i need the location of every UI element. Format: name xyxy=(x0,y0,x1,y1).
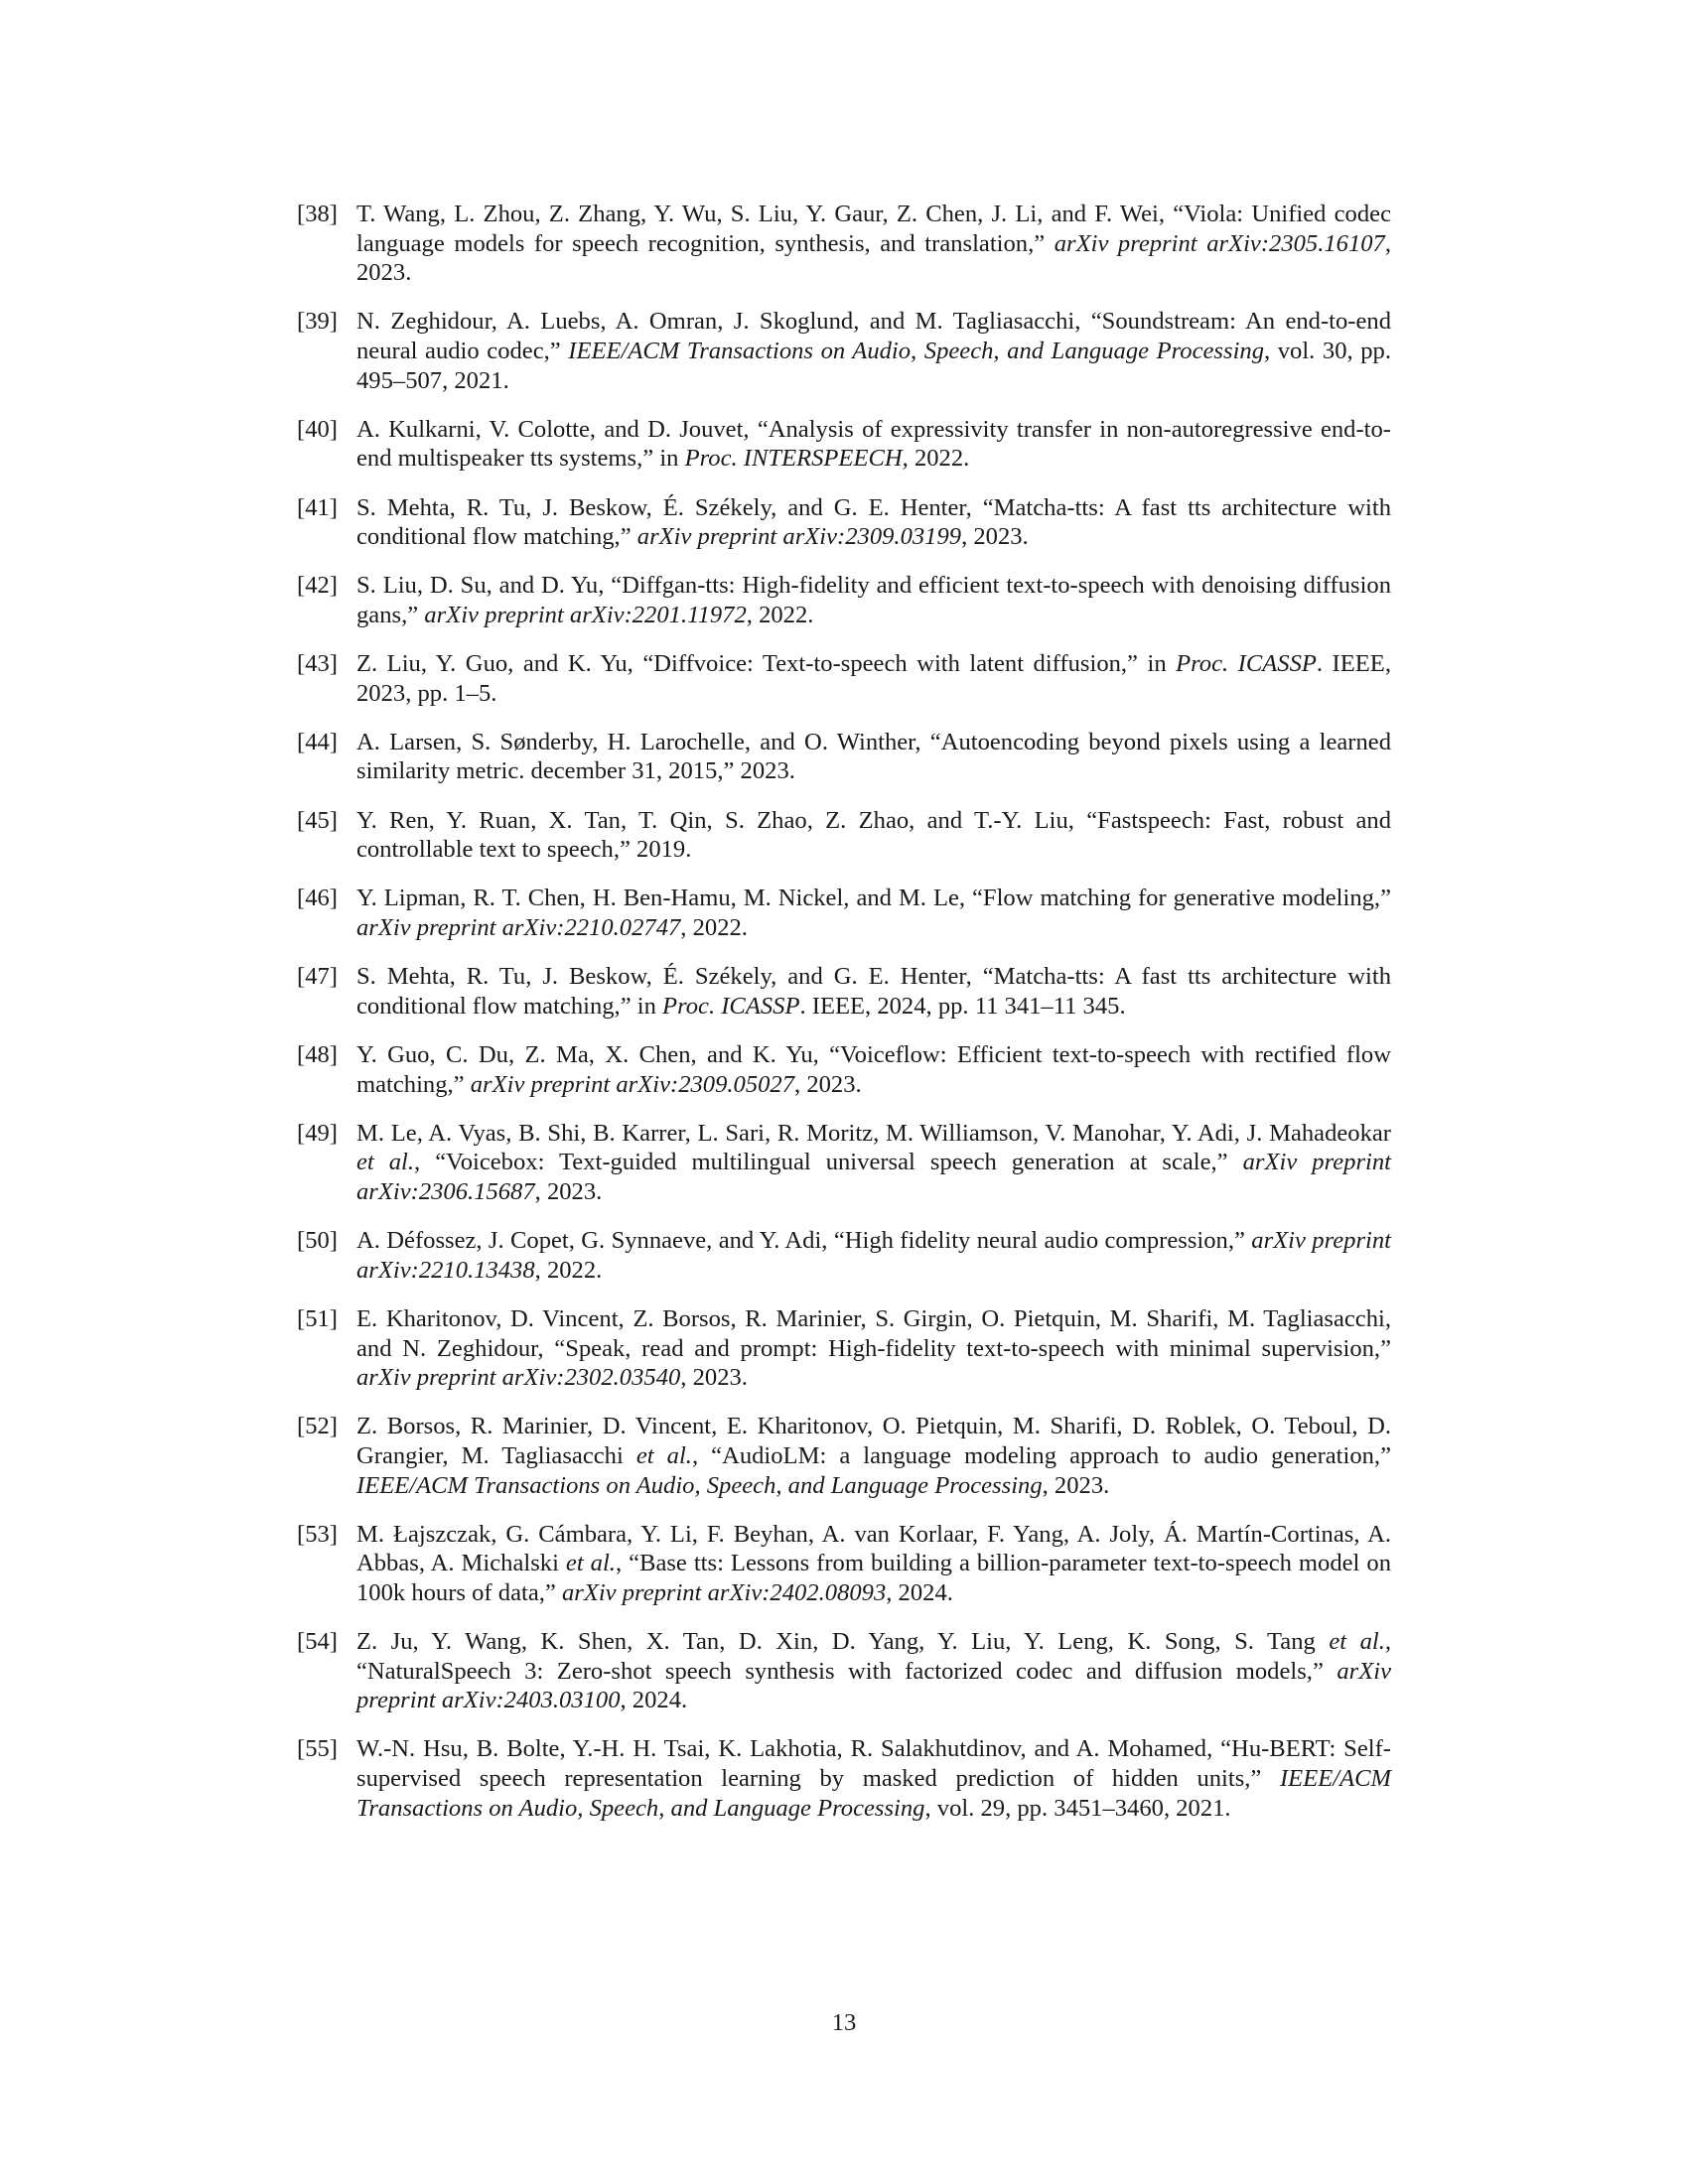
reference-venue: arXiv preprint arXiv:2402.08093 xyxy=(561,1578,887,1606)
reference-text xyxy=(356,415,1391,474)
reference-segment: M. Le, A. Vyas, B. Shi, B. Karrer, L. Sari, R. Moritz, M. Williamson, V. Manohar, Y. Adi, J. Mahadeokar xyxy=(356,1119,1391,1147)
reference-item xyxy=(297,415,1391,474)
reference-segment: , 2023. xyxy=(680,1364,748,1392)
reference-number: [47] xyxy=(297,963,338,991)
reference-segment: E. Kharitonov, D. Vincent, Z. Borsos, R. Marinier, S. Girgin, O. Pietquin, M. Sharifi, M. Tagliasacchi, and N. Zeghidour, “Speak, read and prompt: High-fidelity text-to-speech with minimal supervision,” xyxy=(356,1304,1391,1362)
reference-segment: Z. Borsos, R. Marinier, D. Vincent, E. Kharitonov, O. Pietquin, M. Sharifi, D. Roblek, O. Teboul, D. Grangier, M. Tagliasacchi xyxy=(356,1413,1391,1469)
reference-segment: A. Larsen, S. Sønderby, H. Larochelle, and O. Winther, “Autoencoding beyond pixels using a learned similarity metric. december 31, 2015,” 2023. xyxy=(356,728,1391,785)
reference-venue: et al. xyxy=(356,1149,415,1176)
reference-item xyxy=(297,1520,1391,1608)
reference-text xyxy=(356,571,1391,629)
reference-item xyxy=(297,728,1391,786)
reference-item xyxy=(297,884,1391,942)
reference-segment: . IEEE, 2023, pp. 1–5. xyxy=(356,650,1391,707)
reference-segment: Y. Lipman, R. T. Chen, H. Ben-Hamu, M. Nickel, and M. Le, “Flow matching for generative modeling,” xyxy=(356,885,1391,912)
reference-text xyxy=(356,1734,1391,1823)
reference-number: [51] xyxy=(297,1304,338,1332)
reference-segment: S. Liu, D. Su, and D. Yu, “Diffgan-tts: High-fidelity and efficient text-to-speech with denoising diffusion gans,” xyxy=(356,572,1391,628)
reference-number: [52] xyxy=(297,1413,338,1440)
reference-venue: Proc. INTERSPEECH xyxy=(684,445,903,473)
reference-text xyxy=(356,1304,1391,1393)
reference-segment: , vol. 29, pp. 3451–3460, 2021. xyxy=(924,1794,1231,1822)
reference-number: [49] xyxy=(297,1119,338,1147)
reference-segment: M. Łajszczak, G. Cámbara, Y. Li, F. Beyhan, A. van Korlaar, F. Yang, A. Joly, Á. Martín-Cortinas, A. Abbas, A. Michalski xyxy=(356,1520,1391,1577)
reference-segment: , “NaturalSpeech 3: Zero-shot speech synthesis with factorized codec and diffusion models,” xyxy=(356,1628,1392,1685)
reference-segment: , 2022. xyxy=(746,601,814,628)
reference-number: [55] xyxy=(297,1735,338,1763)
reference-text xyxy=(356,1119,1391,1207)
reference-item xyxy=(297,1412,1391,1500)
reference-text xyxy=(356,649,1391,708)
reference-number: [38] xyxy=(297,201,338,227)
reference-list xyxy=(297,200,1391,1843)
reference-venue: et al. xyxy=(1329,1628,1385,1656)
reference-number: [50] xyxy=(297,1227,338,1255)
reference-item xyxy=(297,806,1391,865)
reference-segment: A. Kulkarni, V. Colotte, and D. Jouvet, “Analysis of expressivity transfer in non-autoregressive end-to-end multispeaker tts systems,” in xyxy=(356,415,1391,473)
reference-item xyxy=(297,1734,1391,1823)
reference-segment: S. Mehta, R. Tu, J. Beskow, É. Székely, and G. E. Henter, “Matcha-tts: A fast tts architecture with conditional flow matching,” xyxy=(356,493,1391,551)
reference-venue: arXiv preprint arXiv:2403.03100 xyxy=(356,1657,1391,1714)
reference-text xyxy=(356,307,1391,395)
reference-segment: , 2023. xyxy=(534,1177,603,1205)
reference-number: [54] xyxy=(297,1628,338,1656)
reference-segment: , 2023. xyxy=(356,229,1391,287)
reference-segment: , 2022. xyxy=(680,914,748,942)
reference-venue: Proc. ICASSP xyxy=(662,992,800,1020)
reference-venue: arXiv preprint arXiv:2201.11972 xyxy=(424,601,747,628)
reference-number: [45] xyxy=(297,806,338,834)
reference-number: [42] xyxy=(297,572,338,600)
reference-number: [44] xyxy=(297,728,338,755)
reference-venue: arXiv preprint arXiv:2309.03199 xyxy=(636,523,962,551)
reference-text xyxy=(356,1412,1391,1500)
reference-text xyxy=(356,493,1391,552)
reference-venue: arXiv preprint arXiv:2210.02747 xyxy=(356,914,681,942)
reference-segment: , “AudioLM: a language modeling approach to audio generation,” xyxy=(691,1441,1391,1469)
reference-text xyxy=(356,200,1391,288)
reference-text xyxy=(356,962,1391,1021)
reference-segment: , 2024. xyxy=(886,1578,953,1606)
reference-venue: IEEE/ACM Transactions on Audio, Speech, and Language Processing xyxy=(356,1471,1043,1499)
reference-text xyxy=(356,806,1391,865)
reference-segment: . IEEE, 2024, pp. 11 341–11 345. xyxy=(799,992,1126,1020)
reference-segment: Z. Ju, Y. Wang, K. Shen, X. Tan, D. Xin, D. Yang, Y. Liu, Y. Leng, K. Song, S. Tang xyxy=(356,1628,1330,1656)
reference-venue: arXiv preprint arXiv:2210.13438 xyxy=(356,1227,1391,1284)
reference-item xyxy=(297,649,1391,708)
reference-number: [53] xyxy=(297,1520,338,1548)
reference-segment: , 2022. xyxy=(534,1256,603,1284)
reference-segment: T. Wang, L. Zhou, Z. Zhang, Y. Wu, S. Liu, Y. Gaur, Z. Chen, J. Li, and F. Wei, “Viola: Unified codec language models for speech recognition, synthesis, and translation,” xyxy=(356,201,1391,257)
reference-number: [43] xyxy=(297,650,338,678)
reference-number: [39] xyxy=(297,308,338,336)
reference-venue: Proc. ICASSP xyxy=(1176,650,1317,678)
reference-segment: , “Voicebox: Text-guided multilingual universal speech generation at scale,” xyxy=(414,1149,1243,1176)
reference-item xyxy=(297,1627,1391,1715)
reference-segment: W.-N. Hsu, B. Bolte, Y.-H. H. Tsai, K. Lakhotia, R. Salakhutdinov, and A. Mohamed, “Hu-BERT: Self-supervised speech representation learning by masked prediction of hidden units,” xyxy=(356,1735,1391,1793)
reference-item xyxy=(297,571,1391,629)
reference-segment: , 2022. xyxy=(902,445,970,473)
reference-number: [41] xyxy=(297,493,338,521)
reference-text xyxy=(356,1520,1391,1608)
reference-item xyxy=(297,962,1391,1021)
reference-venue: et al. xyxy=(635,1441,692,1469)
reference-number: [46] xyxy=(297,885,338,912)
reference-item xyxy=(297,1040,1391,1099)
reference-segment: Z. Liu, Y. Guo, and K. Yu, “Diffvoice: Text-to-speech with latent diffusion,” in xyxy=(356,650,1177,678)
reference-venue: IEEE/ACM Transactions on Audio, Speech, and Language Processing xyxy=(568,337,1265,364)
reference-venue: et al. xyxy=(565,1550,616,1577)
reference-segment: Y. Guo, C. Du, Z. Ma, X. Chen, and K. Yu, “Voiceflow: Efficient text-to-speech with rectified flow matching,” xyxy=(356,1041,1391,1098)
reference-item xyxy=(297,1226,1391,1285)
reference-item xyxy=(297,493,1391,552)
reference-segment: , vol. 30, pp. 495–507, 2021. xyxy=(356,337,1391,394)
reference-item xyxy=(297,200,1391,288)
reference-text xyxy=(356,1040,1391,1099)
reference-segment: N. Zeghidour, A. Luebs, A. Omran, J. Skoglund, and M. Tagliasacchi, “Soundstream: An end-to-end neural audio codec,” xyxy=(356,308,1391,364)
reference-item xyxy=(297,1304,1391,1393)
reference-segment: A. Défossez, J. Copet, G. Synnaeve, and Y. Adi, “High fidelity neural audio compression,” xyxy=(356,1227,1252,1255)
reference-segment: , 2024. xyxy=(620,1687,688,1714)
reference-text xyxy=(356,884,1391,942)
reference-venue: arXiv preprint arXiv:2309.05027 xyxy=(470,1070,795,1098)
reference-segment: , 2023. xyxy=(1042,1471,1110,1499)
reference-number: [48] xyxy=(297,1041,338,1068)
reference-number: [40] xyxy=(297,415,338,443)
reference-segment: S. Mehta, R. Tu, J. Beskow, É. Székely, and G. E. Henter, “Matcha-tts: A fast tts architecture with conditional flow matching,” in xyxy=(356,963,1391,1020)
reference-venue: arXiv preprint arXiv:2305.16107 xyxy=(1054,229,1385,257)
reference-text xyxy=(356,728,1391,786)
reference-segment: Y. Ren, Y. Ruan, X. Tan, T. Qin, S. Zhao, Z. Zhao, and T.-Y. Liu, “Fastspeech: Fast, robust and controllable text to speech,” 2019. xyxy=(356,806,1391,864)
reference-segment: , “Base tts: Lessons from building a billion-parameter text-to-speech model on 100k hours of data,” xyxy=(356,1550,1391,1606)
reference-item xyxy=(297,1119,1391,1207)
reference-venue: arXiv preprint arXiv:2306.15687 xyxy=(356,1149,1391,1205)
reference-segment: , 2023. xyxy=(794,1070,862,1098)
reference-item xyxy=(297,307,1391,395)
reference-venue: IEEE/ACM Transactions on Audio, Speech, and Language Processing xyxy=(356,1765,1391,1822)
page-number: 13 xyxy=(831,2009,857,2036)
reference-segment: , 2023. xyxy=(961,523,1029,551)
reference-venue: arXiv preprint arXiv:2302.03540 xyxy=(356,1364,681,1392)
reference-text xyxy=(356,1627,1391,1715)
reference-text xyxy=(356,1226,1391,1285)
